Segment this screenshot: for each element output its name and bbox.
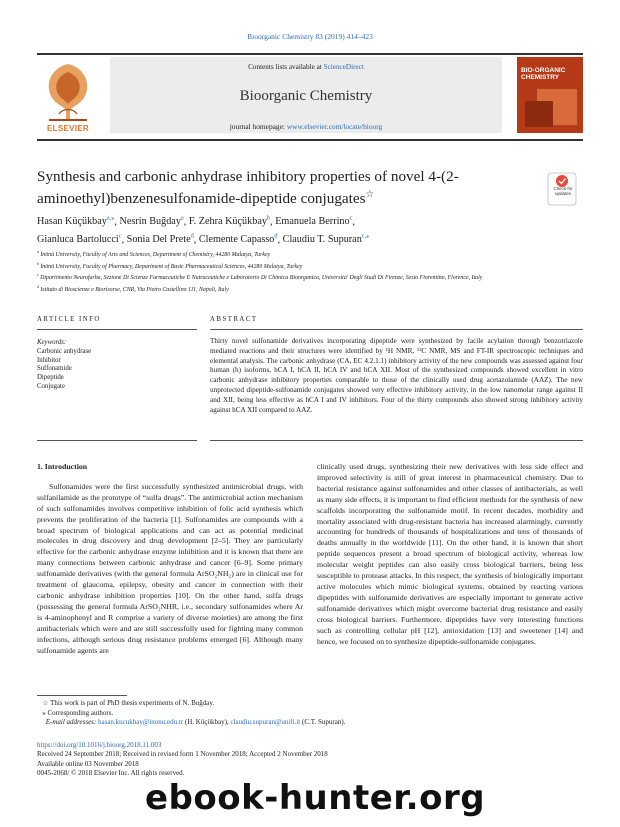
abstract-bottom-rule (210, 440, 583, 441)
email-link[interactable]: claudiu.supuran@unifi.it (230, 718, 301, 726)
sciencedirect-link[interactable]: ScienceDirect (323, 63, 364, 71)
keywords-bottom-rule (37, 440, 197, 441)
affiliation: $^b$ İnönü University, Faculty of Pharmacy, Department of Basic Pharmaceutical Sciences, 44280 Malatya, Turkey (37, 261, 303, 270)
article-info-rule (37, 329, 197, 330)
article-title (37, 167, 507, 208)
contents-line (110, 63, 502, 71)
journal-homepage-line (110, 122, 502, 131)
keyword: Inhibitor (37, 356, 61, 364)
intro-right-column (317, 462, 583, 647)
cover-title: BIO-ORGANIC CHEMISTRY (521, 67, 566, 81)
keyword: Carbonic anhydrase (37, 347, 92, 355)
affiliation-list (37, 248, 507, 294)
homepage-prefix: journal homepage: (229, 122, 287, 131)
author: Gianluca Bartolucci$^c$ (37, 232, 122, 246)
copyright: 0045-2068/ © 2018 Elsevier Inc. All rights reserved. (37, 768, 185, 777)
intro-heading: 1. Introduction (37, 462, 88, 471)
footnote: ☆ This work is part of PhD thesis experiments of N. Buğday. (37, 699, 215, 707)
abstract-text: Thirty novel sulfonamide derivatives incorporating dipeptide were synthesized by facile acylation through benzotriazole mediated reactions and their structures were identified by ¹H NMR, ¹³C NMR, MS and FT-IR spectroscopic techniques and elemental analysis. The carbonic anhydrase (CA, EC 4.2.1.1) inhibitory activity of the new compounds was assessed against four human (h) isoforms, hCA I, hCA II, hCA IV and hCA XII. Most of the synthesized compounds showed excellent in vitro carbonic anhydrase inhibitory properties comparable to those of the clinically used drug acetazolamide (AAZ). The new unprotected dipeptide-sulfonamide conjugates showed very effective inhibitory activity, in the low nanomolar range against II and XII, being less effective as hCA I and IV inhibitors. Four of the thirty compounds also showed strong inhibitory activity against hCA XII compared to AAZ. (210, 337, 583, 414)
abstract-heading: ABSTRACT (210, 316, 258, 323)
author: Nesrin Buğday$^a$ (119, 215, 184, 228)
affiliation: $^a$ İnönü University, Faculty of Arts and Sciences, Department of Chemistry, 44280 Malatya, Turkey (37, 250, 271, 258)
watermark: ebook-hunter.org (145, 778, 486, 818)
intro-paragraph: Sulfonamides were the first successfully synthesized antimicrobial drugs, with sulfanilamide as the prototype of “sulfa drugs”. The antimicrobial action mechanism of such sulfonamides involves competitive inhibition of folic acid synthesis which prevents the proliferation of the bacteria [1]. Sulfonamides are compounds with a broad spectrum of biological applications and can act as potential medicinal molecules in drug discovery and drug development [2–5]. They are particularly effective for the carbonic anhydrase enzyme inhibition and it is known that there are many connections between carbonic anhydrase and cancer [6–9]. Some primary sulfonamide derivatives (with the general formula ArSO₂NH₂) are in clinical use for treatment of glaucoma, epilepsy, obesity and cancer in connection with their carbonic anhydrase inhibition properties [10]. On the other hand, sulfa drugs (possessing the general formula ArSO₂NHR, i.e., secondary sulfonamides where Ar is 4-aminophenyl and R comprise a variety of diverse moieties) are among the first antibacterials which were and are still successfully used for fighting many common infections, although serious drug resistance problems emerged [6]. Although many sulfonamide agents are (37, 481, 303, 655)
footnote: E-mail addresses: hasan.kucukbay@inonu.edu.tr (H. Küçükbay), claudiu.supuran@unifi.it (C.T. Supuran). (45, 718, 346, 726)
check-for-updates-label[interactable]: Check for updates (553, 186, 573, 196)
header-top-rule (37, 53, 583, 55)
author: Emanuela Berrino$^c$ (275, 215, 353, 228)
keyword: Dipeptide (37, 374, 64, 382)
affiliation: $^d$ Istituto di Bioscienze e Biorisorse, CNR, Via Pietro Castellino 111, Napoli, Italy (37, 284, 229, 293)
keywords-label: Keywords: (37, 339, 67, 346)
author: F. Zehra Küçükbay$^b$ (188, 215, 271, 228)
keyword: Conjugate (37, 382, 65, 390)
author: Sonia Del Prete$^d$ (126, 232, 194, 246)
doi-link[interactable]: https://doi.org/10.1016/j.bioorg.2018.11.003 (37, 741, 162, 749)
footnote: ⁎ Corresponding authors. (37, 708, 114, 717)
header-bottom-rule (37, 139, 583, 141)
email-link[interactable]: hasan.kucukbay@inonu.edu.tr (97, 718, 184, 726)
cover-graphic-2 (525, 101, 553, 127)
title-footnote-mark[interactable]: ☆ (365, 190, 374, 200)
affiliation: $^c$ Dipartimento Neurofarba, Sezione Di Scienze Farmaceutiche E Nutraceutiche e Laboratorio Di Chimica Bioorganica, Universita' Degli Studi Di Firenze, Sesto Fiorentino, Florence, Italy (37, 273, 483, 282)
article-info-heading: ARTICLE INFO (37, 316, 101, 323)
journal-homepage-link[interactable]: www.elsevier.com/locate/bioorg (286, 122, 383, 131)
author: Claudiu T. Supuran$^{c,⁎}$ (282, 232, 370, 246)
available-online: Available online 03 November 2018 (37, 759, 139, 768)
footnote-rule (37, 695, 127, 696)
author: Clemente Capasso$^d$ (198, 232, 278, 246)
journal-citation[interactable]: Bioorganic Chemistry 83 (2019) 414–423 (247, 32, 373, 41)
footnotes (37, 699, 583, 728)
contents-prefix: Contents lists available at (248, 63, 324, 71)
author: Hasan Küçükbay$^{a,⁎}$ (37, 215, 115, 228)
author-list: Hasan Küçükbay$^{a,⁎}$, Nesrin Buğday$^a$, F. Zehra Küçükbay$^b$, Emanuela Berrino$^c$, Gianluca Bartolucci$^c$, Sonia Del Prete$^d$, Clemente Capasso$^d$, Claudiu T. Supuran$^{c,⁎}$ (37, 215, 370, 246)
abstract-rule (210, 329, 583, 330)
intro-paragraph: clinically used drugs, synthesizing their new derivatives with less side effect and improved selectivity is still of great interest in pharmaceutical chemistry. Due to bacterial resistance against sulfonamides and other classes of antibacterials, as well as many side effects, it is important to find efficient methods for the synthesis of new scaffolds incorporating the sulfonamide motif. In recent decades, morbidity and mortality associated with drug-resistant bacteria has increased alarmingly, currently accounting for hundreds of thousands of hospitalizations and tens of thousands of deaths annually in the worldwide [11]. On the other hand, it is known that short peptide sequences present a broad spectrum of biological activity, whereas low molecular weight peptides can also easily cross biological barriers, being less susceptible to protease attacks. In this respect, the synthesis of biologically important active molecules which mimic biological systems, obtained by reacting various dipeptides with sulfonamide derivatives are especially important to generate active sulfonamide derivatives which might overcome bacterial drug resistance and easily cross biological barriers. Furthermore, dipeptides have very interesting functions such as controlling cellular pH [12], antioxidation [13] and sweetener [14] and hence, we focused on to synthesize dipeptide-sulfonamide conjugates. (317, 462, 583, 646)
article-title-text: Synthesis and carbonic anhydrase inhibitory properties of novel 4-(2-aminoethyl)benzenesulfonamide-dipeptide conjugates (37, 168, 459, 208)
elsevier-tree-logo (37, 58, 99, 128)
received-dates: Received 24 September 2018; Received in revised form 1 November 2018; Accepted 2 November 2018 (37, 750, 328, 759)
bibliographic-info (37, 741, 583, 778)
intro-left-column (37, 462, 303, 656)
journal-name: Bioorganic Chemistry (239, 88, 373, 104)
keyword-list (37, 339, 91, 392)
keyword: Sulfonamide (37, 365, 72, 373)
publisher-logo-text: ELSEVIER (47, 124, 89, 133)
journal-cover-thumbnail (517, 57, 583, 133)
